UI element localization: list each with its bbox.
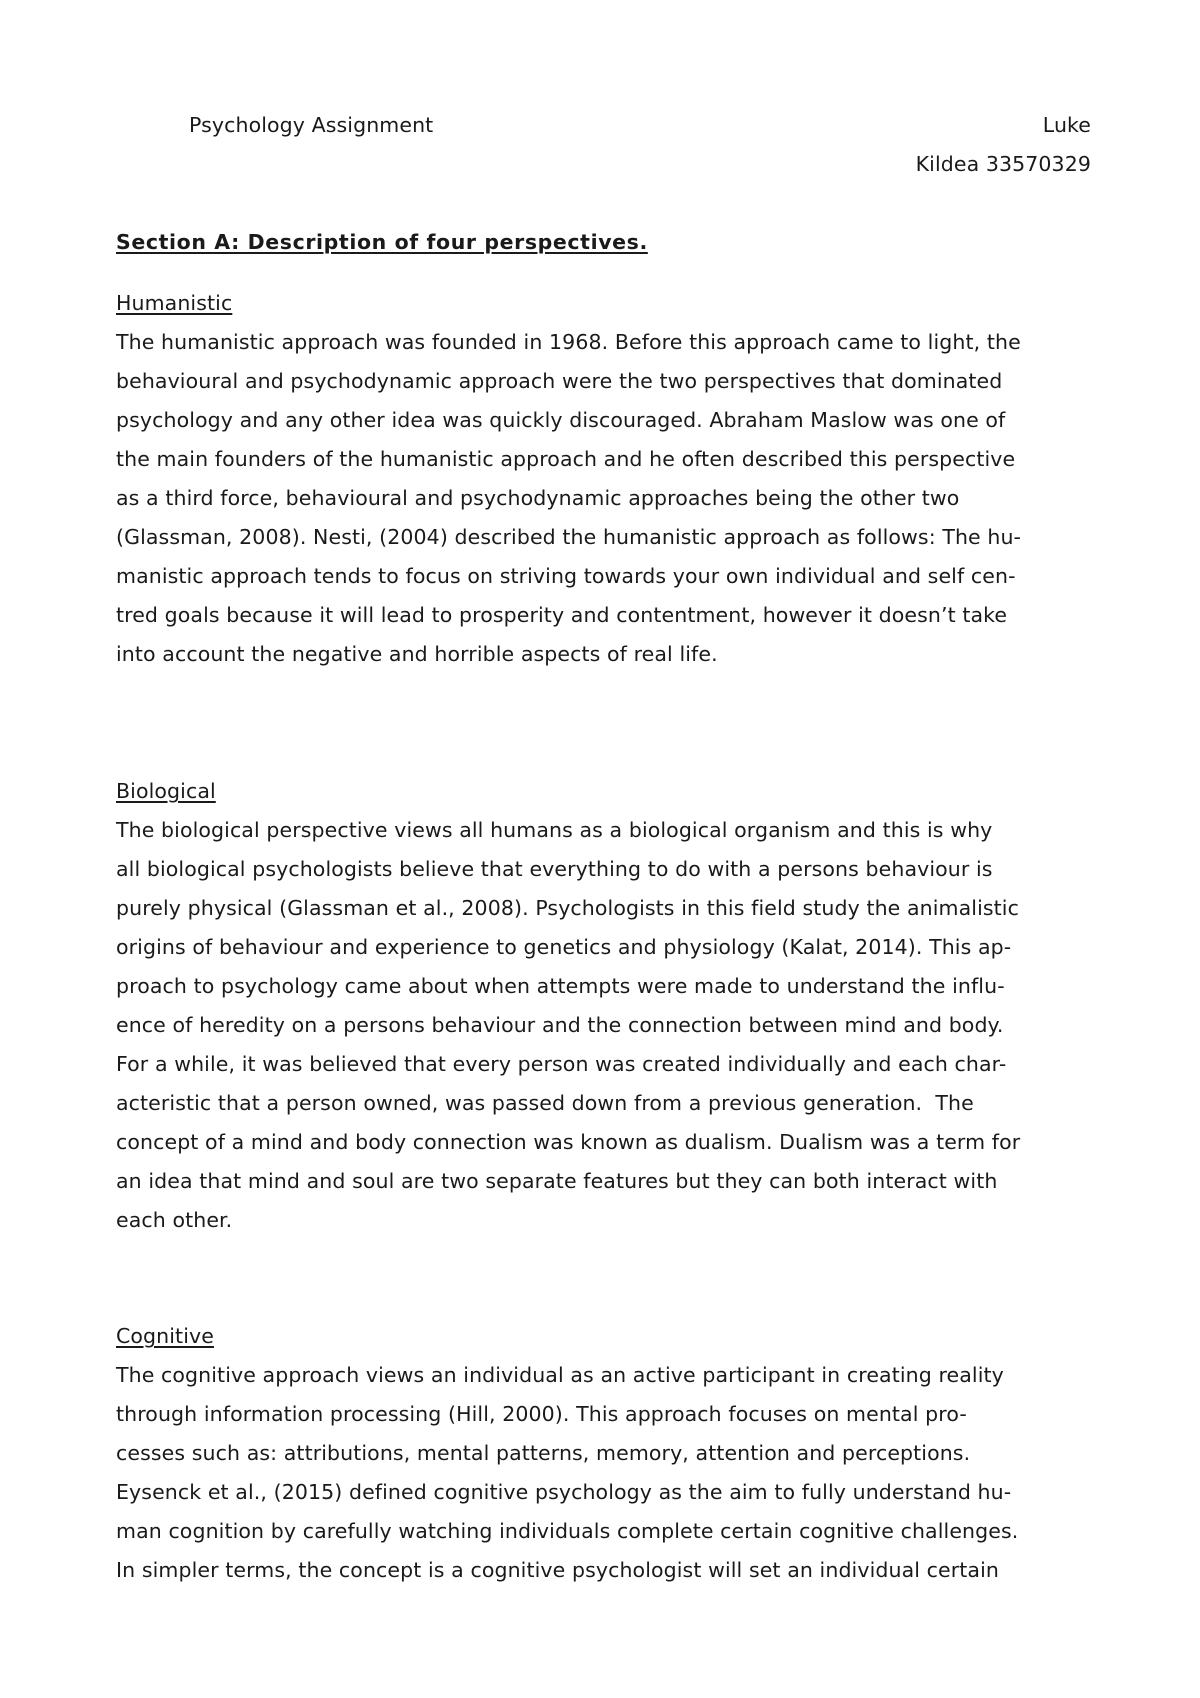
biological-line: proach to psychology came about when attempts were made to understand the influ- bbox=[116, 974, 1005, 998]
author-name: Luke bbox=[1042, 113, 1091, 137]
biological-line: The biological perspective views all humans as a biological organism and this is why bbox=[116, 818, 993, 842]
biological-section bbox=[116, 772, 1096, 1240]
humanistic-line: manistic approach tends to focus on striving towards your own individual and self cen- bbox=[116, 564, 1016, 588]
assignment-title: Psychology Assignment bbox=[189, 113, 434, 137]
biological-line: acteristic that a person owned, was passed down from a previous generation. The bbox=[116, 1091, 974, 1115]
author-id: Kildea 33570329 bbox=[915, 152, 1091, 176]
cognitive-line: Eysenck et al., (2015) defined cognitive psychology as the aim to fully understand hu- bbox=[116, 1480, 1012, 1504]
cognitive-section bbox=[116, 1317, 1096, 1590]
humanistic-line: behavioural and psychodynamic approach were the two perspectives that dominated bbox=[116, 369, 1003, 393]
humanistic-line: (Glassman, 2008). Nesti, (2004) described the humanistic approach as follows: The hu- bbox=[116, 525, 1022, 549]
cognitive-heading: Cognitive bbox=[116, 1324, 214, 1348]
biological-line: an idea that mind and soul are two separate features but they can both interact with bbox=[116, 1169, 998, 1193]
biological-heading: Biological bbox=[116, 779, 216, 803]
biological-line: For a while, it was believed that every person was created individually and each char- bbox=[116, 1052, 1007, 1076]
humanistic-line: the main founders of the humanistic approach and he often described this perspective bbox=[116, 447, 1016, 471]
section-title: Section A: Description of four perspectives. bbox=[116, 230, 648, 254]
humanistic-line: as a third force, behavioural and psychodynamic approaches being the other two bbox=[116, 486, 960, 510]
biological-line: concept of a mind and body connection was known as dualism. Dualism was a term for bbox=[116, 1130, 1021, 1154]
humanistic-section bbox=[116, 284, 1096, 674]
humanistic-line: into account the negative and horrible aspects of real life. bbox=[116, 642, 718, 666]
cognitive-line: In simpler terms, the concept is a cognitive psychologist will set an individual certain bbox=[116, 1558, 999, 1582]
biological-line: all biological psychologists believe that everything to do with a persons behaviour is bbox=[116, 857, 993, 881]
biological-line: purely physical (Glassman et al., 2008). Psychologists in this field study the animalistic bbox=[116, 896, 1019, 920]
cognitive-line: The cognitive approach views an individual as an active participant in creating reality bbox=[116, 1363, 1004, 1387]
humanistic-line: psychology and any other idea was quickly discouraged. Abraham Maslow was one of bbox=[116, 408, 1006, 432]
biological-line: each other. bbox=[116, 1208, 233, 1232]
humanistic-heading: Humanistic bbox=[116, 291, 233, 315]
humanistic-line: tred goals because it will lead to prosperity and contentment, however it doesn’t take bbox=[116, 603, 1008, 627]
cognitive-line: man cognition by carefully watching individuals complete certain cognitive challenges. bbox=[116, 1519, 1019, 1543]
cognitive-line: cesses such as: attributions, mental patterns, memory, attention and perceptions. bbox=[116, 1441, 971, 1465]
cognitive-line: through information processing (Hill, 2000). This approach focuses on mental pro- bbox=[116, 1402, 967, 1426]
humanistic-line: The humanistic approach was founded in 1968. Before this approach came to light, the bbox=[116, 330, 1021, 354]
biological-line: ence of heredity on a persons behaviour and the connection between mind and body. bbox=[116, 1013, 1004, 1037]
biological-line: origins of behaviour and experience to genetics and physiology (Kalat, 2014). This ap- bbox=[116, 935, 1012, 959]
